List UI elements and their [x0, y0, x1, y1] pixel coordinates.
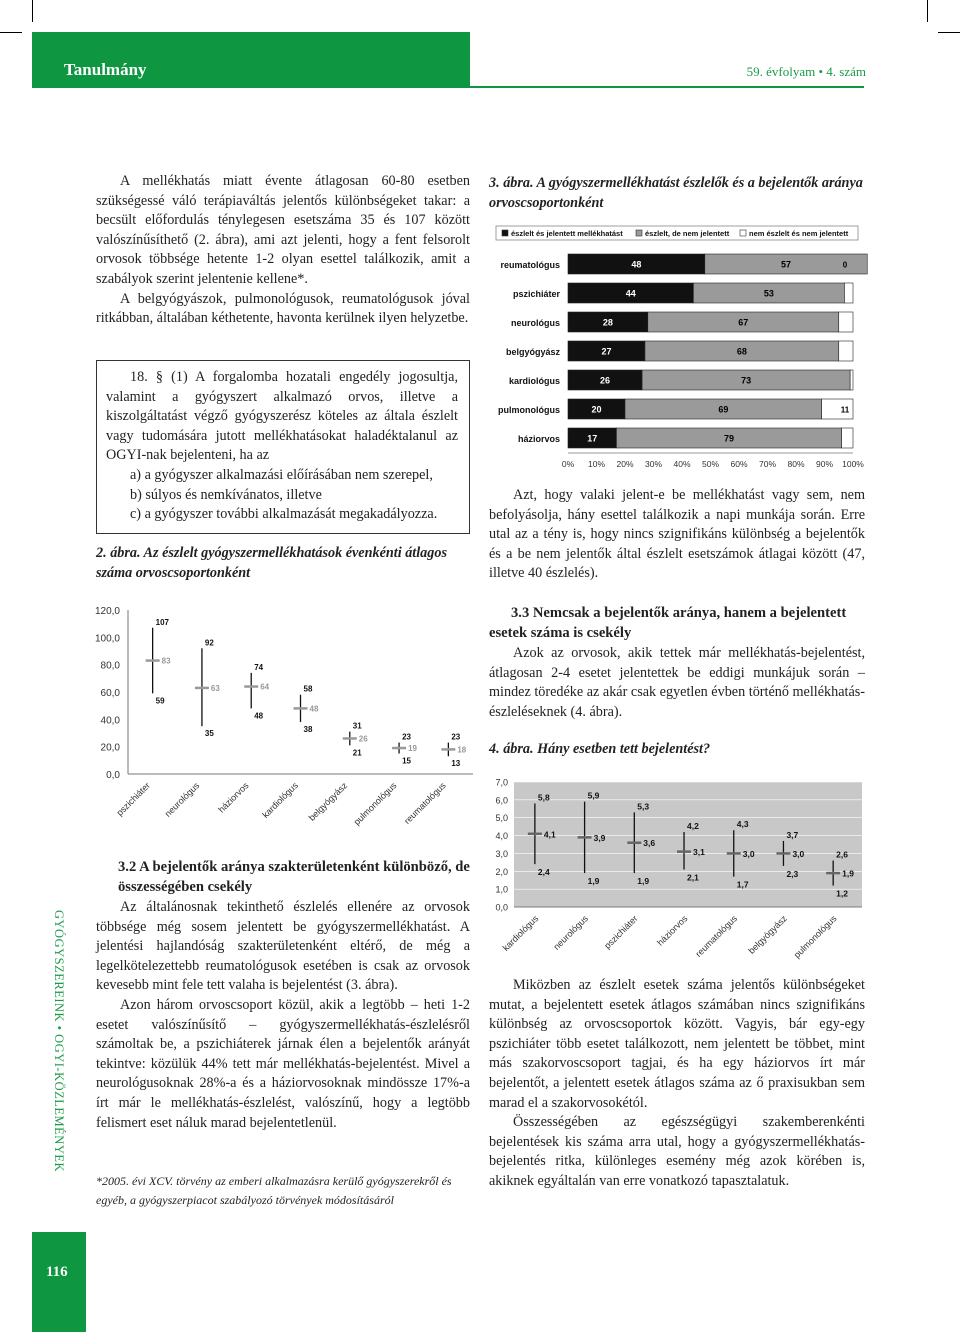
- header-rule: [32, 86, 864, 88]
- paragraph: Az általánosnak tekinthető észlelés ellenére az orvosok többsége még sosem jelentett be gyógyszermellékhatást. A jelentési hajlandóság szakterületenként eltérő, de még a legelkötelezettebb reumatológusok esetében is csak az orvosok kevesebb mint fele tett valaha is bejelentést (3. ábra).: [96, 899, 470, 994]
- mean-label: 64: [260, 682, 270, 692]
- bar-segment: [844, 283, 853, 303]
- bar-segment: [839, 341, 853, 361]
- min-label: 13: [451, 759, 461, 769]
- x-tick-label: 80%: [787, 459, 805, 469]
- law-item: a) a gyógyszer alkalmazási előírásában nem szerepel,: [130, 466, 433, 483]
- bar-value-label: 53: [763, 288, 774, 299]
- bar-value-label: 68: [736, 346, 747, 357]
- paragraph: Miközben az észlelt esetek száma jelentős különbségeket mutat, a bejelentett esetek átlagos számában nincs szignifikáns különbség az orvoscsoportok között. Vagyis, bár egy-egy pszichiáter több esetet találkozott, nem jelentett be többet, mint más szakorvoscsoport tagjai, és ha egy háziorvos írt már bejelentőt, a jelentett esetek átlagos száma az ő praxisukban sem marad el a szakorvosokétól.: [489, 977, 865, 1111]
- x-tick-label: 10%: [587, 459, 606, 469]
- min-label: 1,9: [637, 876, 650, 887]
- y-tick-label: 6,0: [495, 795, 508, 806]
- category-label: belgyógyász: [505, 347, 560, 357]
- law-item: c) a gyógyszer további alkalmazását megakadályozza.: [130, 506, 438, 523]
- y-tick-label: 5,0: [495, 813, 508, 824]
- max-label: 92: [204, 638, 214, 648]
- min-label: 21: [352, 748, 362, 758]
- category-label: neurológus: [551, 913, 591, 952]
- max-label: 58: [303, 684, 313, 694]
- category-label: kardiológus: [260, 780, 300, 820]
- law-item: b) súlyos és nemkívánatos, illetve: [130, 486, 322, 503]
- category-label: reumatológus: [693, 913, 740, 959]
- crop-mark: [927, 0, 928, 22]
- section-heading-3-3: 3.3 Nemcsak a bejelentők aránya, hanem a bejelentett esetek száma is csekély: [489, 605, 847, 641]
- y-tick-label: 120,0: [94, 606, 120, 617]
- sidebar-label: GYÓGYSZEREINK • OGYI-KÖZLEMÉNYEK: [52, 910, 66, 1173]
- max-label: 4,2: [687, 821, 699, 831]
- category-label: belgyógyász: [746, 913, 789, 956]
- y-tick-label: 60,0: [100, 688, 120, 699]
- paragraph: Azt, hogy valaki jelent-e be mellékhatást vagy sem, nem befolyásolja, hány esettel találkozik a napi munkája során. Erre utal az a tény is, hogy nincs szignifikáns különbség a bejelentők és a be nem jelentők által észlelt esetszámok átlagai között (47, illetve 40 észlelés).: [489, 487, 865, 582]
- y-tick-label: 100,0: [94, 633, 120, 645]
- bar-value-label: 26: [600, 375, 611, 386]
- category-label: neurológus: [511, 318, 560, 328]
- max-label: 31: [352, 721, 362, 731]
- mean-label: 1,9: [842, 868, 854, 879]
- category-label: pulmonológus: [791, 913, 839, 961]
- category-label: kardiológus: [508, 376, 560, 386]
- min-label: 2,3: [786, 868, 799, 879]
- min-label: 35: [204, 729, 214, 739]
- min-label: 1,9: [587, 876, 600, 887]
- category-label: pulmonológus: [498, 405, 560, 415]
- min-label: 1,7: [736, 879, 749, 890]
- y-tick-label: 40,0: [100, 715, 120, 727]
- legend-swatch: [636, 230, 642, 236]
- category-label: belgyógyász: [306, 780, 350, 823]
- y-tick-label: 80,0: [100, 660, 120, 672]
- bar-value-label: 48: [631, 259, 642, 270]
- min-label: 59: [155, 696, 165, 706]
- footnote: *2005. évi XCV. törvény az emberi alkalmazásra kerülő gyógyszerekről és egyéb, a gyógyszerpiacot szabályozó törvények módosításáról: [96, 1174, 452, 1207]
- mean-label: 3,0: [792, 848, 805, 859]
- legend-label: észlelt és jelentett mellékhatást: [511, 229, 623, 238]
- max-label: 4,3: [736, 819, 749, 830]
- y-tick-label: 0,0: [106, 770, 120, 781]
- category-label: kardiológus: [500, 913, 541, 953]
- mean-label: 18: [457, 745, 467, 755]
- y-tick-label: 20,0: [100, 742, 120, 754]
- min-label: 1,2: [836, 888, 848, 899]
- legend-swatch: [502, 230, 508, 236]
- category-label: háziorvos: [655, 913, 690, 948]
- y-tick-label: 7,0: [495, 777, 508, 788]
- left-intro: [96, 172, 470, 329]
- figure-2-chart: [90, 598, 480, 838]
- figure-3-caption: 3. ábra. A gyógyszermellékhatást észlelők és a bejelentők aránya orvoscsoportonként: [489, 175, 863, 211]
- paragraph: A mellékhatás miatt évente átlagosan 60-80 esetben szükségessé váló terápiaváltás jelentős különbségeket takar: a becsült előfordulás ténylegesen esetszáma 35 és 107 között valószínűsíthető (2. ábra), ami azt jelenti, hogy a fent felsorolt orvosok többsége hetente 1-2 olyan esettel találkozik, amit a szabályok szerint jelentenie kellene*.: [96, 173, 470, 287]
- category-label: pulmonológus: [351, 780, 399, 828]
- x-tick-label: 100%: [842, 459, 864, 469]
- x-tick-label: 0%: [561, 459, 575, 469]
- bar-value-label: 44: [625, 288, 636, 299]
- paragraph: Összességében az egészségügyi szakemberenkénti bejelentések kis száma arra utal, hogy a gyógyszermellékhatás-bejelentés ritka, különleges esemény még azok körében is, akiknek egyáltalán van erre vonatkozó tapasztalatuk.: [489, 1114, 865, 1189]
- y-tick-label: 0,0: [495, 902, 508, 913]
- max-label: 3,7: [786, 829, 799, 840]
- mean-label: 3,1: [693, 847, 705, 858]
- y-tick-label: 2,0: [495, 866, 508, 877]
- max-label: 23: [402, 732, 411, 742]
- category-label: pszichiáter: [114, 780, 153, 818]
- figure-3-chart: [488, 224, 868, 474]
- mean-label: 48: [309, 704, 319, 714]
- min-label: 15: [402, 756, 411, 766]
- law-paragraph: 18. § (1) A forgalomba hozatali engedély jogosultja, valamint a gyógyszert alkalmazó orvos, illetve a kiszolgáltatást végző gyógyszerész köteles az általa észlelt vagy tudomására jutott mellékhatásokat haladéktalanul az OGYI-nak bejelenteni, ha az: [106, 369, 458, 464]
- x-tick-label: 50%: [701, 459, 720, 469]
- y-tick-label: 4,0: [495, 831, 508, 842]
- x-tick-label: 60%: [730, 459, 748, 469]
- crop-mark: [0, 32, 22, 33]
- page-number: 116: [46, 1264, 68, 1280]
- min-label: 2,1: [687, 872, 699, 883]
- category-label: pszichiáter: [602, 913, 640, 951]
- bar-segment: [850, 370, 853, 390]
- category-label: neurológus: [162, 780, 202, 819]
- max-label: 5,3: [637, 801, 650, 812]
- left-body: [96, 898, 470, 1133]
- bar-value-label: 0: [842, 260, 848, 270]
- mean-label: 19: [408, 744, 417, 754]
- mean-label: 3,6: [643, 838, 656, 849]
- max-label: 23: [451, 732, 461, 742]
- y-tick-label: 1,0: [495, 884, 508, 895]
- max-label: 5,9: [587, 790, 600, 801]
- mean-label: 3,0: [742, 848, 755, 859]
- plot-area: [514, 782, 862, 907]
- figure-2-caption: 2. ábra. Az észlelt gyógyszermellékhatások évenkénti átlagos száma orvoscsoportonként: [96, 545, 447, 581]
- bar-value-label: 28: [602, 317, 613, 328]
- bar-segment: [842, 428, 853, 448]
- x-tick-label: 90%: [815, 459, 834, 469]
- figure-4-chart: [480, 772, 870, 972]
- category-label: háziorvos: [216, 780, 251, 815]
- bar-value-label: 20: [591, 404, 602, 415]
- paragraph: A belgyógyászok, pulmonológusok, reumatológusok jóval ritkábban, általában kéthetente, havonta kerülnek ilyen helyzetbe.: [96, 290, 470, 327]
- bar-value-label: 69: [718, 404, 729, 415]
- issue-label: 59. évfolyam • 4. szám: [746, 64, 866, 79]
- right-body-3: [489, 976, 865, 1192]
- y-tick-label: 3,0: [495, 848, 508, 859]
- bar-value-label: 17: [587, 433, 598, 444]
- min-label: 48: [254, 711, 264, 721]
- crop-mark: [32, 0, 33, 22]
- category-label: reumatológus: [402, 780, 448, 826]
- crop-mark: [938, 32, 960, 33]
- mean-label: 3,9: [593, 832, 606, 843]
- paragraph: Azok az orvosok, akik tettek már mellékhatás-bejelentést, átlagosan 2-4 esetet jelentettek be eddigi munkájuk során – mindez töredéke az akár csak egyetlen évben történő mellékhatás-észleléseknek (4. ábra).: [489, 645, 865, 720]
- right-body-2: [489, 644, 865, 722]
- section-heading-3-2: 3.2 A bejelentők aránya szakterületenként különböző, de összességében csekély: [118, 859, 470, 895]
- paragraph: Azon három orvoscsoport közül, akik a legtöbb – heti 1-2 esetet valószínűsítő – gyógyszermellékhatás-észlelésről számoltak be, a pszichiáterek járnak élen a bejelentők arányát tekintve: közülük 44% tett már mellékhatás-bejelentést. Mivel a neurológusoknak 28%-a és a háziorvosoknak mindössze 17%-a írt már le mellékhatás-észlelést, valószínű, hogy a legtöbb felismert eset náluk marad bejelentetlenül.: [96, 996, 470, 1131]
- min-label: 2,4: [537, 867, 550, 878]
- bar-value-label: 57: [781, 259, 792, 270]
- category-label: háziorvos: [517, 434, 560, 444]
- bar-value-label: 73: [741, 375, 752, 386]
- mean-label: 26: [358, 734, 368, 744]
- x-tick-label: 30%: [644, 459, 663, 469]
- max-label: 74: [254, 662, 264, 672]
- legend-swatch: [740, 230, 746, 236]
- mean-label: 4,1: [543, 829, 556, 840]
- legend-label: észlelt, de nem jelentett: [645, 229, 730, 238]
- x-tick-label: 70%: [758, 459, 777, 469]
- bar-value-label: 79: [724, 433, 735, 444]
- figure-4-caption: 4. ábra. Hány esetben tett bejelentést?: [489, 741, 711, 757]
- max-label: 5,8: [537, 792, 550, 803]
- bar-segment: [839, 312, 853, 332]
- max-label: 2,6: [836, 849, 848, 860]
- mean-label: 83: [161, 656, 171, 666]
- section-title: Tanulmány: [64, 60, 147, 79]
- bar-value-label: 27: [601, 346, 612, 357]
- x-tick-label: 20%: [616, 459, 634, 469]
- min-label: 38: [303, 725, 313, 735]
- category-label: reumatológus: [500, 260, 560, 270]
- right-body-1: [489, 486, 865, 584]
- page-number-box: [32, 1232, 86, 1332]
- category-label: pszichiáter: [512, 289, 560, 299]
- mean-label: 63: [210, 683, 220, 693]
- legend-label: nem észlelt és nem jelentett: [749, 229, 849, 238]
- max-label: 107: [155, 617, 170, 627]
- x-tick-label: 40%: [673, 459, 691, 469]
- law-text: [106, 368, 458, 525]
- bar-value-label: 11: [840, 405, 850, 415]
- bar-value-label: 67: [738, 317, 749, 328]
